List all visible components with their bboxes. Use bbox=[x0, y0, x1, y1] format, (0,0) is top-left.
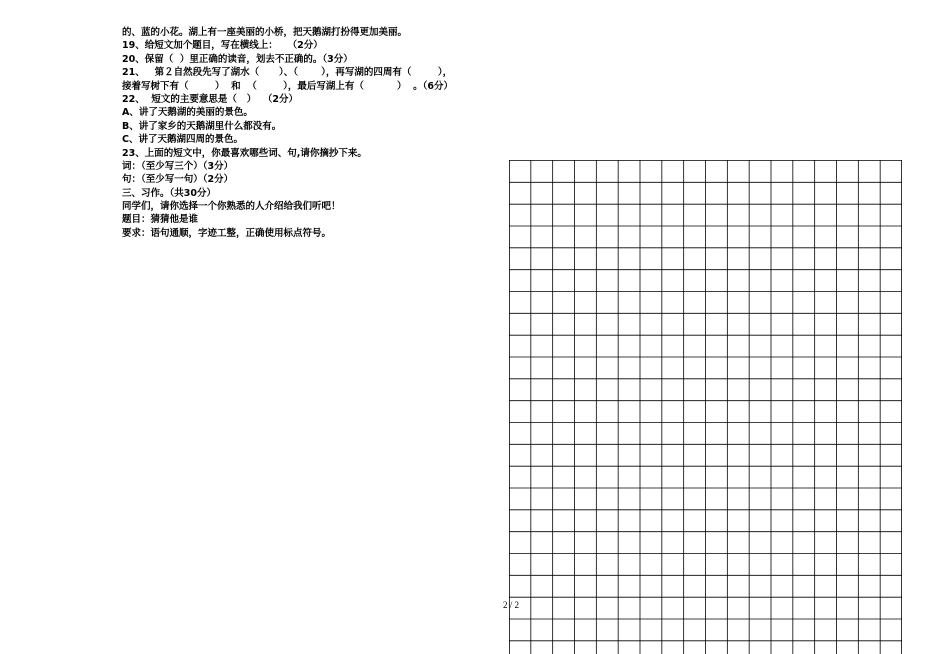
question-23: 23、上面的短文中，你最喜欢哪些词、句,请你摘抄下来。 bbox=[122, 147, 367, 159]
composition-title: 题目：猜猜他是谁 bbox=[122, 214, 199, 226]
page-number: 2 / 2 bbox=[503, 600, 520, 610]
section-three-heading: 三、习作。（共30分） bbox=[122, 187, 216, 199]
question-19: 19、给短文加个题目，写在横线上： （2分） bbox=[122, 40, 323, 52]
option-c: C、讲了天鹅湖四周的景色。 bbox=[122, 134, 243, 146]
option-b: B、讲了家乡的天鹅湖里什么都没有。 bbox=[122, 120, 282, 132]
sentence-prompt: 句：（至少写一句）（2分） bbox=[122, 174, 234, 186]
question-20: 20、保留（ ）里正确的读音，划去不正确的。（3分） bbox=[122, 53, 353, 65]
question-21-line-2: 接着写树下有（ ） 和 （ ），最后写湖上有（ ） 。（6分） bbox=[122, 80, 453, 92]
composition-requirements: 要求：语句通顺，字迹工整，正确使用标点符号。 bbox=[122, 227, 332, 239]
option-a: A、讲了天鹅湖的美丽的景色。 bbox=[122, 107, 253, 119]
words-prompt: 词：（至少写三个）（3分） bbox=[122, 160, 234, 172]
passage-ending-line: 的、蓝的小花。湖上有一座美丽的小桥，把天鹅湖打扮得更加美丽。 bbox=[122, 27, 408, 38]
composition-writing-grid[interactable] bbox=[509, 160, 902, 654]
question-22: 22、 短文的主要意思是（ ） （2分） bbox=[122, 93, 298, 105]
question-21-line-1: 21、 第２自然段先写了湖水（ ）、（ ），再写湖的四周有（ ）， bbox=[122, 67, 453, 79]
question-text-block bbox=[122, 26, 542, 240]
composition-instruction: 同学们，请你选择一个你熟悉的人介绍给我们听吧！ bbox=[122, 201, 341, 213]
